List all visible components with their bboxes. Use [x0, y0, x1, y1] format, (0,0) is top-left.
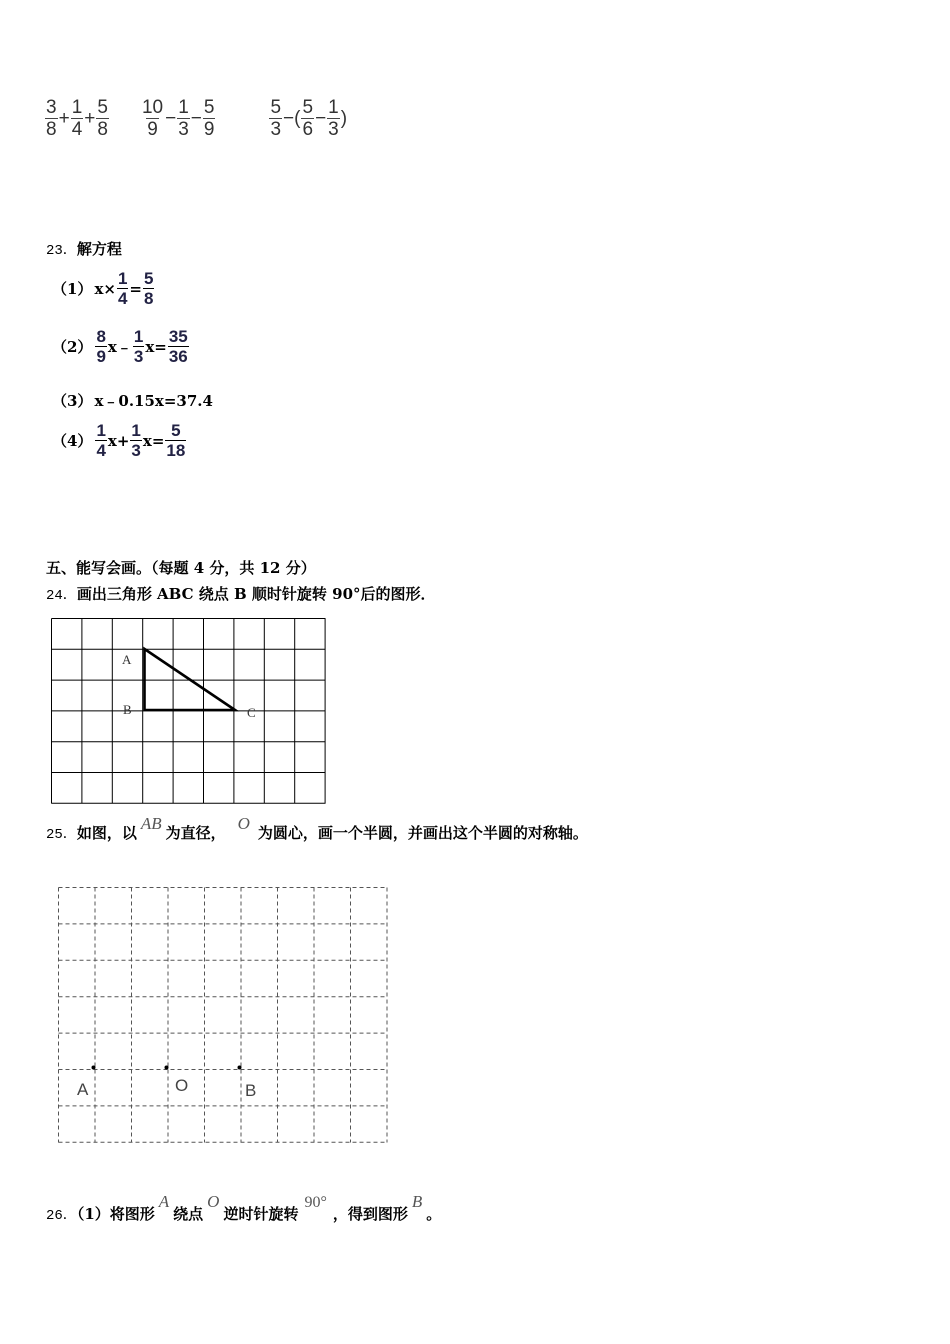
- fraction: [177, 98, 190, 139]
- equation-body: [94, 390, 213, 411]
- operator: −: [190, 107, 202, 129]
- fraction: [168, 328, 189, 365]
- calc-expr-2: [140, 98, 217, 139]
- q26-angle: 90°: [304, 1194, 327, 1211]
- equation-3: [52, 390, 213, 411]
- fraction: [133, 328, 144, 365]
- equation-label: （3）: [52, 392, 93, 410]
- denominator: 4: [96, 441, 106, 460]
- numerator: 5: [203, 97, 215, 118]
- calc-expr-3: [268, 98, 347, 139]
- q23-title: 解方程: [76, 240, 122, 258]
- numerator: 1: [131, 421, 141, 440]
- operator: −: [315, 107, 327, 129]
- denominator: 9: [96, 347, 106, 366]
- numerator: 1: [117, 269, 128, 288]
- numerator: 5: [302, 97, 314, 118]
- denominator: 3: [133, 347, 144, 366]
- denominator: 4: [117, 289, 128, 308]
- denominator: 3: [270, 119, 282, 140]
- label-a: A: [122, 652, 132, 667]
- equation-label: （4）: [52, 432, 93, 450]
- operator: x=: [142, 431, 165, 450]
- q24-number: 24．: [46, 588, 77, 604]
- operator: +: [84, 107, 96, 129]
- fraction: [203, 98, 216, 139]
- operator: x+: [107, 431, 130, 450]
- q26-text-3: 逆时针旋转: [223, 1205, 299, 1223]
- equation-body: [94, 328, 189, 365]
- q25-text-1: 如图，以: [76, 824, 137, 842]
- q25-text: [46, 814, 588, 843]
- q26-number: 26．: [46, 1208, 77, 1224]
- fraction: [165, 422, 186, 459]
- q25-number: 25．: [46, 827, 77, 843]
- fraction: [327, 98, 340, 139]
- operator: −(: [283, 107, 301, 129]
- numerator: 1: [178, 97, 189, 118]
- q26-text-4: ，得到图形: [332, 1205, 408, 1223]
- q26-text-1: （1）将图形: [76, 1205, 155, 1223]
- calc-row: [44, 98, 347, 139]
- denominator: 9: [203, 119, 215, 140]
- fraction: [96, 98, 109, 139]
- denominator: 3: [328, 119, 339, 140]
- label-point-a: A: [77, 1080, 89, 1099]
- q26-text: [46, 1192, 442, 1224]
- numerator: 5: [171, 421, 181, 440]
- denominator: 4: [71, 119, 83, 140]
- equation-body: [94, 270, 155, 307]
- point-o: [165, 1066, 169, 1070]
- denominator: 6: [302, 119, 314, 140]
- fraction: [269, 98, 282, 139]
- label-point-b: B: [245, 1081, 257, 1100]
- denominator: 3: [178, 119, 189, 140]
- operator: x﹣0.15x=37.4: [94, 392, 213, 410]
- q25-o: O: [237, 814, 250, 833]
- equation-body: [94, 422, 187, 459]
- fraction: [143, 270, 154, 307]
- numerator: 5: [270, 97, 282, 118]
- label-point-o: O: [175, 1076, 189, 1095]
- numerator: 10: [141, 97, 164, 118]
- equation-label: （1）: [52, 280, 93, 298]
- operator: ): [340, 107, 348, 129]
- numerator: 5: [97, 97, 108, 118]
- equation-4: [52, 422, 187, 459]
- calc-expr-1: [44, 98, 110, 139]
- label-b: B: [123, 702, 132, 717]
- operator: =: [129, 279, 142, 298]
- operator: x=: [145, 337, 167, 356]
- operator: x﹣: [107, 338, 132, 356]
- numerator: 1: [328, 97, 339, 118]
- denominator: 8: [97, 119, 108, 140]
- numerator: 3: [46, 97, 57, 118]
- equation-label: （2）: [52, 338, 93, 356]
- denominator: 18: [166, 441, 186, 460]
- q25-dashed-grid: [59, 888, 388, 1143]
- denominator: 36: [168, 347, 188, 366]
- point-a: [92, 1066, 96, 1070]
- numerator: 5: [144, 269, 154, 288]
- q26-text-2: 绕点: [173, 1205, 204, 1223]
- fraction: [117, 270, 128, 307]
- q25-text-2: 为直径，: [165, 824, 226, 842]
- label-c: C: [247, 705, 256, 720]
- equation-1: [52, 270, 155, 307]
- denominator: 8: [144, 289, 154, 308]
- q25-ab: AB: [140, 814, 162, 833]
- equation-2: [52, 328, 190, 365]
- fraction: [71, 98, 84, 139]
- denominator: 8: [46, 119, 57, 140]
- operator: x×: [94, 279, 116, 298]
- q26-point-o: O: [207, 1192, 220, 1211]
- q26-shape-a: A: [158, 1192, 170, 1211]
- operator: +: [58, 107, 70, 129]
- q23-number: 23．: [46, 243, 77, 259]
- q25-text-3: 为圆心，画一个半圆，并画出这个半圆的对称轴。: [257, 824, 588, 842]
- numerator: 1: [96, 421, 106, 440]
- q24-text: [46, 583, 436, 604]
- numerator: 1: [71, 97, 83, 118]
- fraction: [141, 98, 164, 139]
- triangle-abc: [145, 649, 236, 710]
- fraction: [301, 98, 314, 139]
- point-b: [238, 1066, 242, 1070]
- q24-grid-figure: [50, 617, 328, 805]
- numerator: 1: [133, 327, 144, 346]
- q26-shape-b: B: [411, 1192, 423, 1211]
- fraction: [95, 422, 106, 459]
- numerator: 35: [168, 327, 188, 346]
- q23-heading: [46, 238, 122, 259]
- denominator: 3: [131, 441, 141, 460]
- fraction: [130, 422, 141, 459]
- denominator: 9: [147, 119, 158, 140]
- q25-grid-figure: [57, 886, 389, 1146]
- operator: −: [165, 107, 177, 129]
- numerator: 8: [96, 327, 106, 346]
- fraction: [95, 328, 106, 365]
- section-5-title: 五、能写会画。（每题 4 分，共 12 分）: [46, 559, 316, 577]
- fraction: [45, 98, 58, 139]
- q24-question: 画出三角形 ABC 绕点 B 顺时针旋转 90°后的图形．: [76, 585, 436, 603]
- q26-text-5: 。: [426, 1205, 442, 1223]
